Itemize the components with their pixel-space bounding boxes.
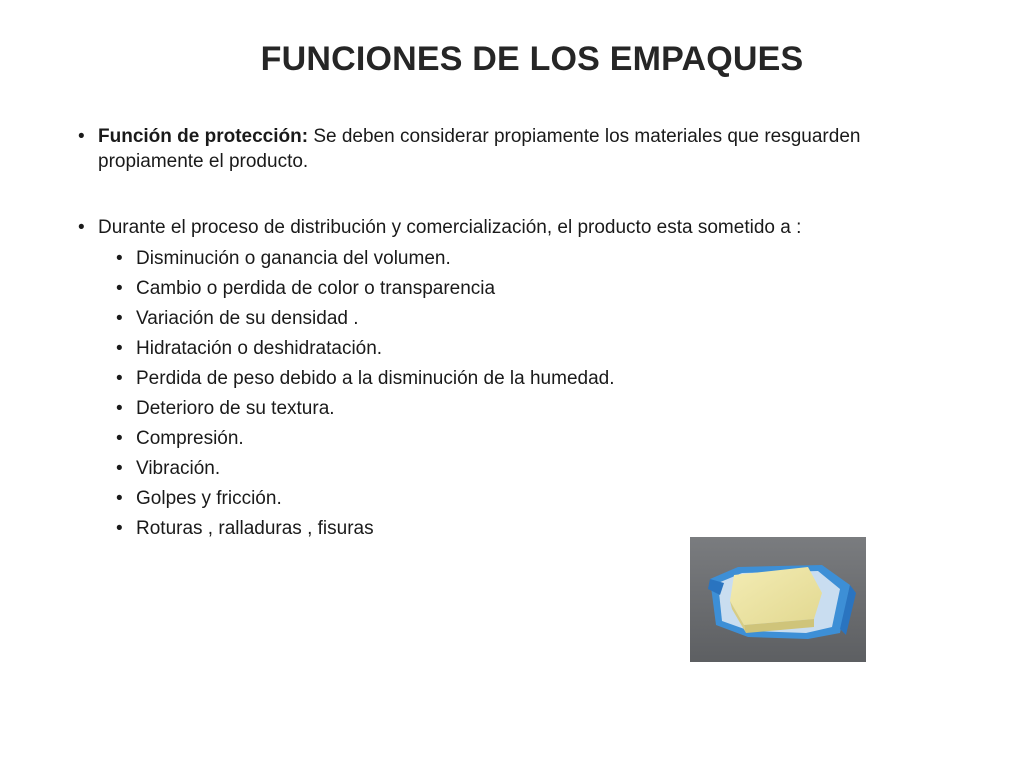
sub-bullet-item: • Deterioro de su textura. (98, 394, 958, 424)
bullet-lead: Función de protección: (98, 126, 309, 147)
sub-bullet-item: • Compresión. (98, 424, 958, 454)
bullet-distribution (98, 215, 958, 544)
sub-bullet-item: • Cambio o perdida de color o transparencia (98, 274, 958, 304)
sub-bullet-item: • Golpes y fricción. (98, 484, 958, 514)
bullet-text: Se deben considerar propiamente los materiales que resguarden propiamente el producto. (98, 126, 861, 172)
sub-bullet-list (98, 244, 958, 544)
bullet-protection (98, 124, 958, 174)
sub-bullet-item: • Vibración. (98, 454, 958, 484)
bullet-text: Durante el proceso de distribución y comercialización, el producto esta sometido a : (98, 217, 802, 238)
sub-bullet-item: • Variación de su densidad . (98, 304, 958, 334)
bullet-list (98, 124, 958, 544)
sub-bullet-item: • Roturas , ralladuras , fisuras (98, 514, 958, 544)
sub-bullet-item: • Disminución o ganancia del volumen. (98, 244, 958, 274)
sub-bullet-item: • Perdida de peso debido a la disminución de la humedad. (98, 364, 958, 394)
slide-title: FUNCIONES DE LOS EMPAQUES (260, 40, 804, 78)
butter-package-photo (690, 537, 866, 662)
sub-bullet-item: • Hidratación o deshidratación. (98, 334, 958, 364)
